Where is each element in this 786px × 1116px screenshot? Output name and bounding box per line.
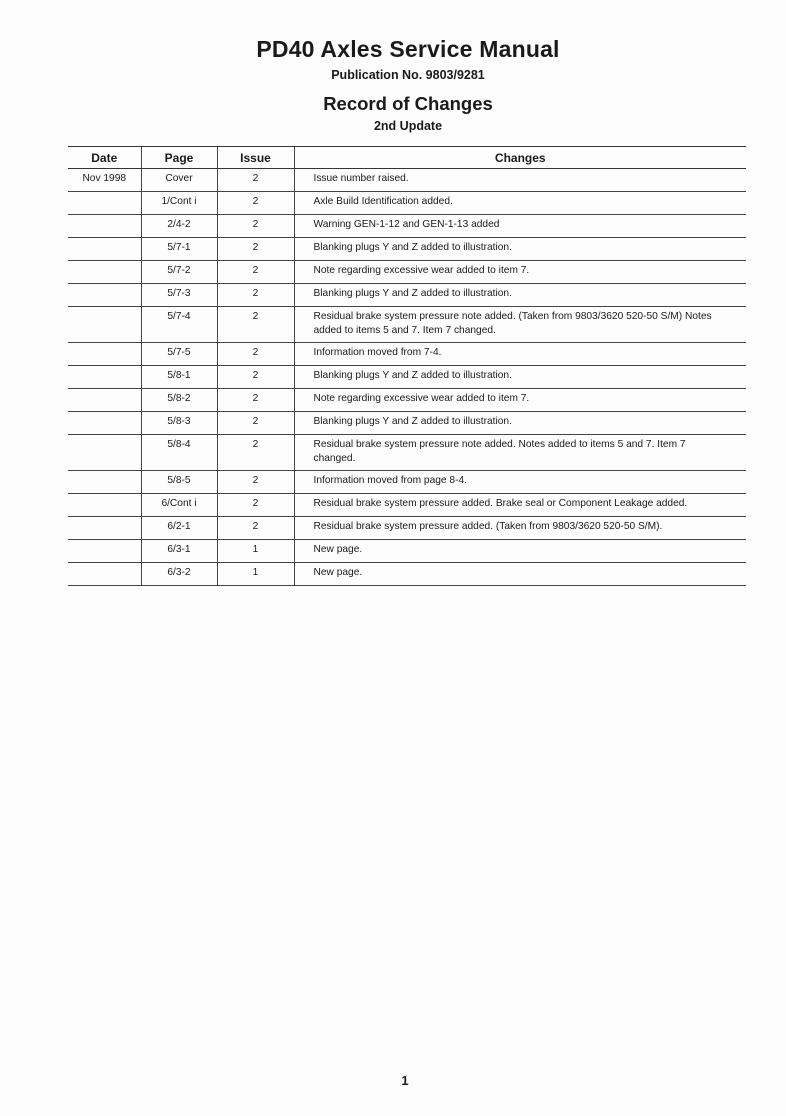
cell-issue: 2 [217,471,294,494]
cell-issue: 2 [217,343,294,366]
table-row [68,215,746,238]
column-header-page: Page [141,147,217,169]
cell-issue: 2 [217,412,294,435]
table-row [68,540,746,563]
table-row [68,366,746,389]
cell-changes: Blanking plugs Y and Z added to illustration. [294,238,746,261]
table-header-row [68,147,746,169]
cell-page: 5/8-1 [141,366,217,389]
cell-changes: Issue number raised. [294,169,746,192]
cell-changes: Axle Build Identification added. [294,192,746,215]
cell-date [68,215,141,238]
cell-changes: Residual brake system pressure note added. Notes added to items 5 and 7. Item 7 changed. [294,435,746,471]
cell-issue: 2 [217,435,294,471]
cell-date [68,494,141,517]
section-title: Record of Changes [323,93,493,114]
table-row [68,284,746,307]
table-row [68,238,746,261]
cell-date [68,389,141,412]
table-row [68,412,746,435]
cell-date: Nov 1998 [68,169,141,192]
table-row [68,435,746,471]
cell-changes: Residual brake system pressure added. Brake seal or Component Leakage added. [294,494,746,517]
cell-date [68,563,141,586]
column-header-changes: Changes [294,147,746,169]
cell-page: 5/7-5 [141,343,217,366]
cell-date [68,435,141,471]
table-row [68,169,746,192]
cell-date [68,284,141,307]
table-row [68,307,746,343]
table-row [68,517,746,540]
cell-page: 5/7-3 [141,284,217,307]
cell-date [68,192,141,215]
update-label: 2nd Update [373,119,443,133]
cell-page: 1/Cont i [141,192,217,215]
table-body [68,169,746,586]
cell-date [68,238,141,261]
cell-issue: 2 [217,307,294,343]
table-row [68,389,746,412]
cell-issue: 1 [217,540,294,563]
cell-issue: 2 [217,238,294,261]
cell-issue: 2 [217,517,294,540]
cell-changes: Residual brake system pressure note added. (Taken from 9803/3620 520-50 S/M) Notes added to items 5 and 7. Item 7 changed. [294,307,746,343]
cell-issue: 2 [217,192,294,215]
cell-issue: 2 [217,284,294,307]
document-title: PD40 Axles Service Manual [256,36,560,62]
cell-changes: Residual brake system pressure added. (Taken from 9803/3620 520-50 S/M). [294,517,746,540]
cell-changes: New page. [294,540,746,563]
cell-changes: Information moved from 7-4. [294,343,746,366]
cell-changes: Blanking plugs Y and Z added to illustration. [294,284,746,307]
cell-date [68,517,141,540]
page-number: 1 [401,1073,409,1088]
cell-page: 6/Cont i [141,494,217,517]
table-row [68,494,746,517]
cell-date [68,307,141,343]
cell-date [68,261,141,284]
cell-changes: Blanking plugs Y and Z added to illustration. [294,366,746,389]
cell-issue: 1 [217,563,294,586]
cell-page: 5/7-4 [141,307,217,343]
column-header-date: Date [68,147,141,169]
cell-page: 5/7-1 [141,238,217,261]
cell-page: 5/7-2 [141,261,217,284]
column-header-issue: Issue [217,147,294,169]
cell-date [68,540,141,563]
cell-date [68,366,141,389]
table-row [68,471,746,494]
cell-page: 6/2-1 [141,517,217,540]
record-of-changes-table [68,146,746,586]
publication-number: Publication No. 9803/9281 [331,68,485,82]
cell-page: 5/8-4 [141,435,217,471]
cell-issue: 2 [217,215,294,238]
cell-date [68,471,141,494]
cell-page: 5/8-2 [141,389,217,412]
cell-page: 6/3-1 [141,540,217,563]
cell-issue: 2 [217,494,294,517]
cell-page: 6/3-2 [141,563,217,586]
cell-changes: Note regarding excessive wear added to item 7. [294,389,746,412]
cell-changes: Warning GEN-1-12 and GEN-1-13 added [294,215,746,238]
table-row [68,261,746,284]
cell-issue: 2 [217,389,294,412]
table-row [68,343,746,366]
cell-changes: Note regarding excessive wear added to item 7. [294,261,746,284]
cell-issue: 2 [217,366,294,389]
cell-page: 5/8-5 [141,471,217,494]
cell-page: 2/4-2 [141,215,217,238]
cell-date [68,343,141,366]
cell-changes: New page. [294,563,746,586]
table-row [68,192,746,215]
cell-changes: Blanking plugs Y and Z added to illustration. [294,412,746,435]
table-row [68,563,746,586]
cell-issue: 2 [217,169,294,192]
cell-changes: Information moved from page 8-4. [294,471,746,494]
cell-issue: 2 [217,261,294,284]
cell-page: 5/8-3 [141,412,217,435]
cell-date [68,412,141,435]
cell-page: Cover [141,169,217,192]
